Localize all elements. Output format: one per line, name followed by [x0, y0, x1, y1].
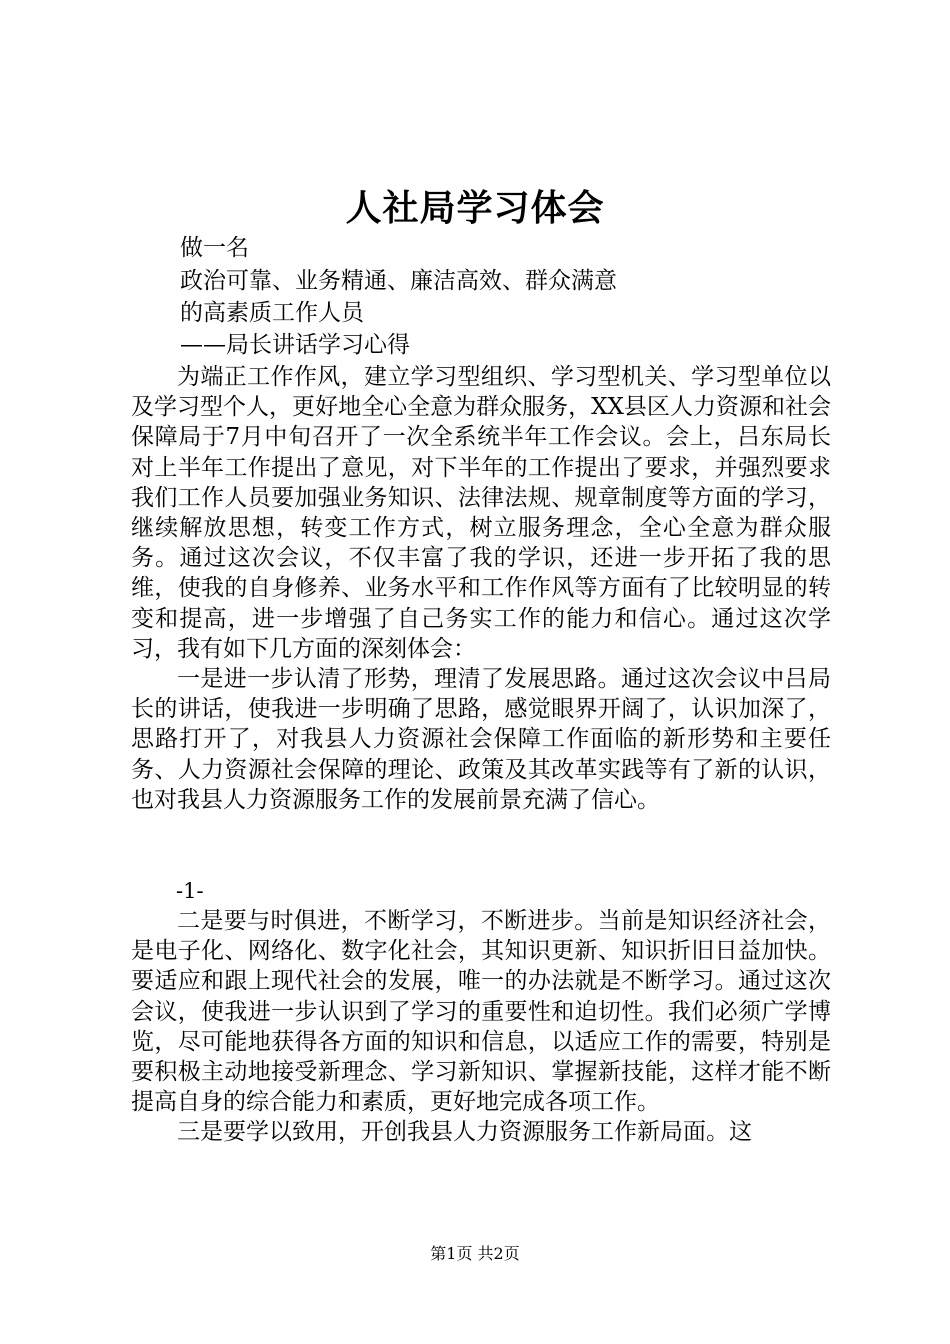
body-paragraph-point-1: 一是进一步认清了形势，理清了发展思路。通过这次会议中吕局长的讲话，使我进一步明确了思路，感觉眼界开阔了，认识加深了，思路打开了，对我县人力资源社会保障工作面临的新形势和主要任务、人力资源社会保障的理论、政策及其改革实践等有了新的认识，也对我县人力资源服务工作的发展前景充满了信心。	[131, 666, 831, 813]
page-footer: 第1页 共2页	[430, 1244, 520, 1263]
body-section-1	[131, 362, 831, 815]
body-section-2	[131, 906, 831, 1148]
subtitle-line-3: 的高素质工作人员	[180, 300, 364, 326]
subtitle-line-2: 政治可靠、业务精通、廉洁高效、群众满意	[180, 268, 617, 294]
body-paragraph-point-2: 二是要与时俱进，不断学习，不断进步。当前是知识经济社会，是电子化、网络化、数字化社会，其知识更新、知识折旧日益加快。要适应和跟上现代社会的发展，唯一的办法就是不断学习。通过这次会议，使我进一步认识到了学习的重要性和迫切性。我们必须广学博览，尽可能地获得各方面的知识和信息，以适应工作的需要，特别是要积极主动地接受新理念、学习新知识、掌握新技能，这样才能不断提高自身的综合能力和素质，更好地完成各项工作。	[131, 908, 831, 1116]
body-paragraph-point-3: 三是要学以致用，开创我县人力资源服务工作新局面。这	[177, 1119, 752, 1146]
body-paragraph-intro: 为端正工作作风，建立学习型组织、学习型机关、学习型单位以及学习型个人，更好地全心全意为群众服务，XX县区人力资源和社会保障局于7月中旬召开了一次全系统半年工作会议。会上，吕东局长对上半年工作提出了意见，对下半年的工作提出了要求，并强烈要求我们工作人员要加强业务知识、法律法规、规章制度等方面的学习，继续解放思想，转变工作方式，树立服务理念，全心全意为群众服务。通过这次会议，不仅丰富了我的学识，还进一步开拓了我的思维，使我的自身修养、业务水平和工作作风等方面有了比较明显的转变和提高，进一步增强了自己务实工作的能力和信心。通过这次学习，我有如下几方面的深刻体会：	[131, 364, 831, 662]
document-title: 人社局学习体会	[345, 187, 605, 229]
subtitle-line-4: ——局长讲话学习心得	[180, 332, 410, 358]
inline-page-number: -1-	[176, 879, 204, 903]
subtitle-line-1: 做一名	[180, 235, 249, 261]
